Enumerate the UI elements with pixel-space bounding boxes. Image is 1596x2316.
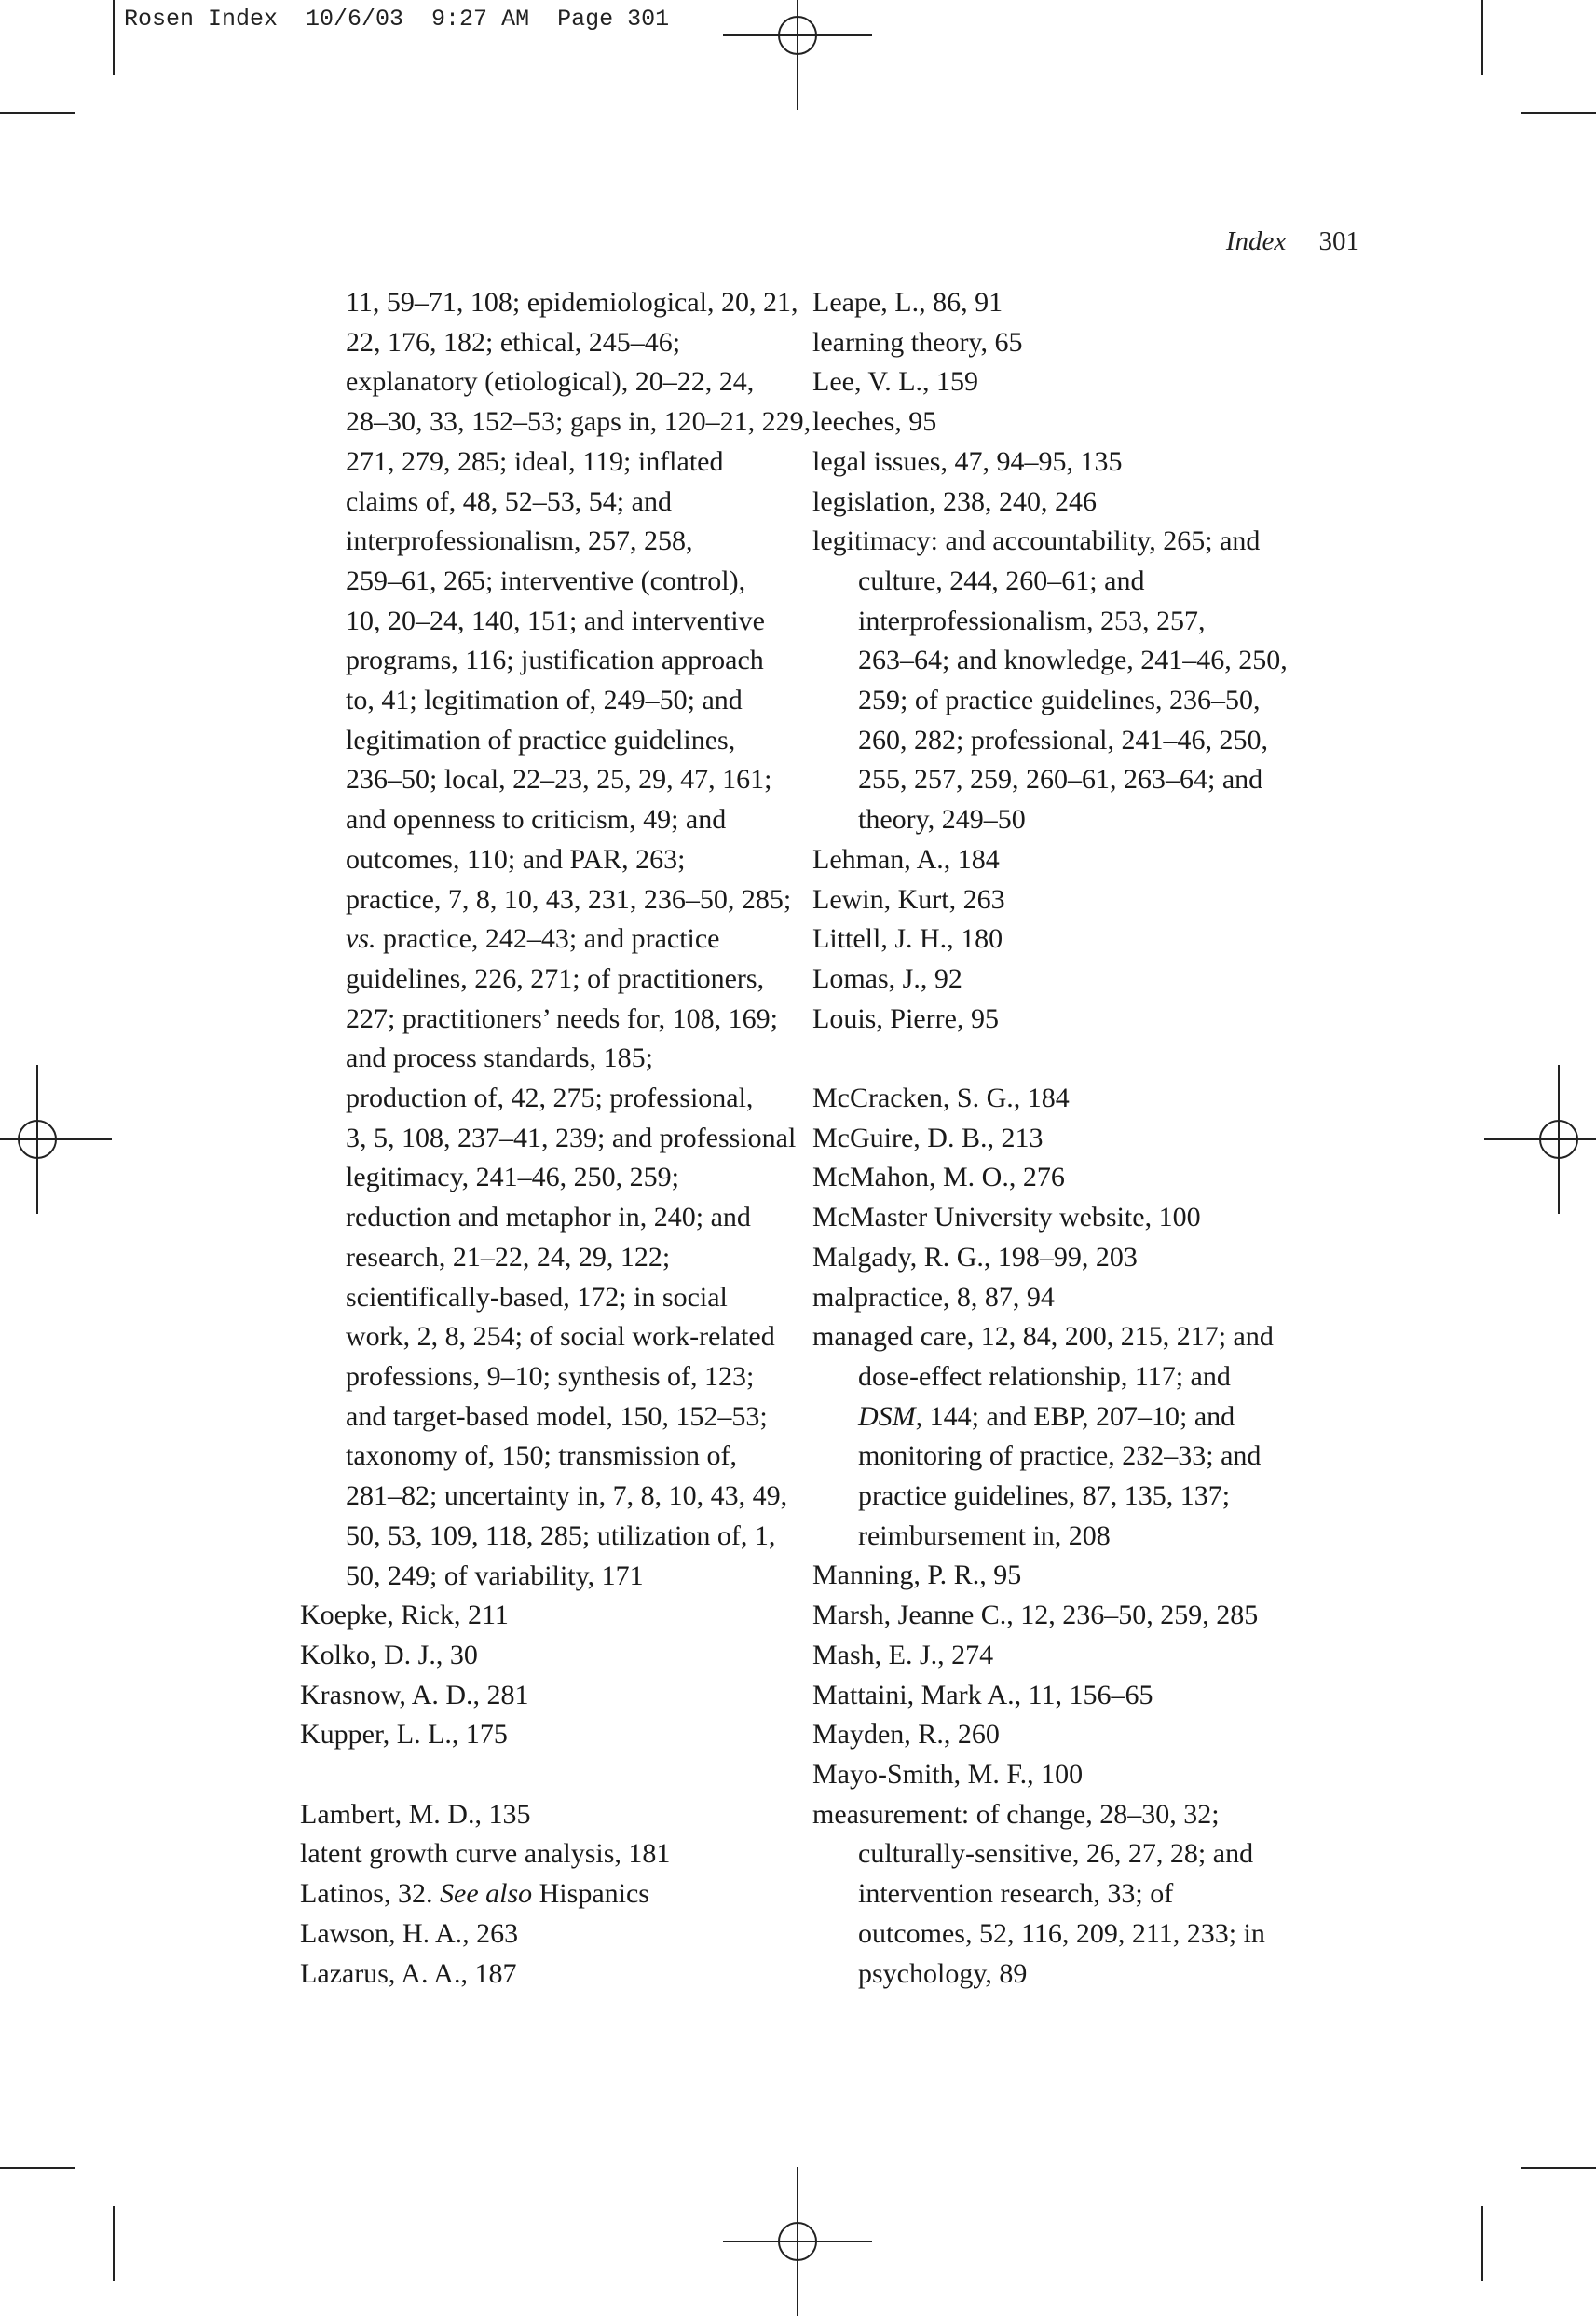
crop-mark-top-right-h: [1521, 112, 1596, 114]
crop-mark-top-left: [113, 0, 115, 75]
index-line: and process standards, 185;: [346, 1042, 653, 1074]
index-line: interprofessionalism, 257, 258,: [346, 525, 693, 557]
index-entry: Lehman, A., 184: [812, 843, 1000, 875]
index-column-right: [812, 283, 1334, 1994]
index-line: 259–61, 265; interventive (control),: [346, 565, 746, 596]
index-line: 28–30, 33, 152–53; gaps in, 120–21, 229,: [346, 406, 812, 438]
index-entry: McMahon, M. O., 276: [812, 1162, 1065, 1193]
printer-slug: Rosen Index 10/6/03 9:27 AM Page 301: [124, 6, 670, 33]
index-line: professions, 9–10; synthesis of, 123;: [346, 1360, 755, 1392]
index-line: research, 21–22, 24, 29, 122;: [346, 1241, 671, 1273]
see-also-target: Hispanics: [539, 1878, 649, 1910]
index-entry: Mattaini, Mark A., 11, 156–65: [812, 1679, 1153, 1710]
index-line: intervention research, 33; of: [858, 1878, 1174, 1910]
index-entry: Marsh, Jeanne C., 12, 236–50, 259, 285: [812, 1600, 1259, 1631]
index-entry: Kolko, D. J., 30: [300, 1639, 478, 1670]
registration-mark-right-icon: [1484, 1065, 1596, 1214]
index-entry: latent growth curve analysis, 181: [300, 1838, 671, 1870]
index-line: reduction and metaphor in, 240; and: [346, 1202, 751, 1233]
running-head-title: Index: [1225, 226, 1287, 256]
vs-rest: practice, 242–43; and practice: [383, 923, 720, 955]
index-line: taxonomy of, 150; transmission of,: [346, 1440, 737, 1472]
index-entry-legitimacy: legitimacy: and accountability, 265; and: [812, 525, 1261, 557]
see-also-italic: See also: [440, 1878, 533, 1910]
index-line: culturally-sensitive, 26, 27, 28; and: [858, 1838, 1254, 1870]
index-line: legitimation of practice guidelines,: [346, 724, 736, 756]
index-entry: Mash, E. J., 274: [812, 1639, 994, 1670]
index-line: psychology, 89: [858, 1957, 1028, 1989]
registration-mark-top-icon: [723, 0, 872, 110]
index-line: 22, 176, 182; ethical, 245–46;: [346, 326, 681, 358]
index-line: 11, 59–71, 108; epidemiological, 20, 21,: [346, 287, 798, 318]
crop-mark-bottom-right-h: [1521, 2167, 1596, 2169]
index-line: production of, 42, 275; professional,: [346, 1083, 754, 1114]
index-column-left: [300, 283, 812, 1994]
index-entry: Lewin, Kurt, 263: [812, 883, 1005, 915]
index-line: and openness to criticism, 49; and: [346, 804, 727, 836]
index-entry: legislation, 238, 240, 246: [812, 485, 1097, 517]
index-entry: Malgady, R. G., 198–99, 203: [812, 1241, 1138, 1273]
index-entry: Mayo-Smith, M. F., 100: [812, 1759, 1084, 1790]
index-line: legitimacy, 241–46, 250, 259;: [346, 1162, 680, 1193]
registration-mark-left-icon: [0, 1065, 112, 1214]
index-entry: Kupper, L. L., 175: [300, 1719, 508, 1751]
index-line: 271, 279, 285; ideal, 119; inflated: [346, 445, 724, 477]
index-line: programs, 116; justification approach: [346, 645, 764, 676]
index-entry: Lawson, H. A., 263: [300, 1917, 519, 1949]
letter-gap: [300, 1755, 803, 1795]
index-entry: Krasnow, A. D., 281: [300, 1679, 529, 1710]
index-line: claims of, 48, 52–53, 54; and: [346, 485, 672, 517]
index-entry: Louis, Pierre, 95: [812, 1002, 999, 1034]
index-entry: Leape, L., 86, 91: [812, 287, 1003, 318]
index-line: 50, 53, 109, 118, 285; utilization of, 1,: [346, 1519, 776, 1551]
index-entry: legal issues, 47, 94–95, 135: [812, 445, 1123, 477]
index-line: scientifically-based, 172; in social: [346, 1281, 728, 1313]
index-entry: Mayden, R., 260: [812, 1719, 1000, 1751]
running-head: [1226, 226, 1359, 257]
registration-mark-bottom-icon: [723, 2167, 872, 2316]
index-line: 227; practitioners’ needs for, 108, 169;: [346, 1002, 778, 1034]
index-line: 259; of practice guidelines, 236–50,: [858, 685, 1261, 716]
index-entry: Littell, J. H., 180: [812, 923, 1003, 955]
vs-italic: vs.: [346, 923, 376, 955]
index-line-dsm: [812, 1397, 1334, 1437]
index-line: interprofessionalism, 253, 257,: [858, 605, 1206, 636]
index-entry: McMaster University website, 100: [812, 1202, 1201, 1233]
index-line: 3, 5, 108, 237–41, 239; and professional: [346, 1122, 797, 1153]
index-entry: McCracken, S. G., 184: [812, 1083, 1070, 1114]
index-line: 263–64; and knowledge, 241–46, 250,: [858, 645, 1288, 676]
index-line: dose-effect relationship, 117; and: [858, 1360, 1231, 1392]
index-entry: Lee, V. L., 159: [812, 366, 979, 398]
dsm-italic: DSM: [858, 1400, 916, 1432]
crop-mark-bottom-left: [113, 2206, 115, 2281]
index-entry: malpractice, 8, 87, 94: [812, 1281, 1055, 1313]
dsm-rest: , 144; and EBP, 207–10; and: [915, 1400, 1235, 1432]
index-line: 10, 20–24, 140, 151; and interventive: [346, 605, 765, 636]
index-line: to, 41; legitimation of, 249–50; and: [346, 685, 743, 716]
index-line: outcomes, 52, 116, 209, 211, 233; in: [858, 1917, 1265, 1949]
index-line: reimbursement in, 208: [858, 1519, 1111, 1551]
index-line: 281–82; uncertainty in, 7, 8, 10, 43, 49,: [346, 1480, 788, 1512]
index-line-vs: [300, 920, 803, 960]
latinos-main: Latinos, 32.: [300, 1878, 433, 1910]
index-line: 50, 249; of variability, 171: [346, 1560, 644, 1591]
index-line: 260, 282; professional, 241–46, 250,: [858, 724, 1268, 756]
crop-mark-bottom-right: [1481, 2206, 1483, 2281]
index-line: practice guidelines, 87, 135, 137;: [858, 1480, 1231, 1512]
crop-mark-top-right: [1481, 0, 1483, 75]
index-entry: Manning, P. R., 95: [812, 1560, 1022, 1591]
index-line: explanatory (etiological), 20–22, 24,: [346, 366, 755, 398]
index-entry: Lomas, J., 92: [812, 962, 962, 994]
index-line: practice, 7, 8, 10, 43, 231, 236–50, 285;: [346, 883, 792, 915]
index-line: outcomes, 110; and PAR, 263;: [346, 843, 686, 875]
index-line: work, 2, 8, 254; of social work-related: [346, 1321, 775, 1353]
index-entry: leeches, 95: [812, 406, 937, 438]
letter-gap: [812, 1039, 1334, 1079]
index-entry: Koepke, Rick, 211: [300, 1600, 509, 1631]
index-entry-managed-care: managed care, 12, 84, 200, 215, 217; and: [812, 1321, 1274, 1353]
crop-mark-bottom-left-h: [0, 2167, 75, 2169]
index-line: guidelines, 226, 271; of practitioners,: [346, 962, 765, 994]
index-entry-latinos: [300, 1874, 803, 1914]
index-entry: McGuire, D. B., 213: [812, 1122, 1044, 1153]
index-line: theory, 249–50: [858, 804, 1026, 836]
index-entry-measurement: measurement: of change, 28–30, 32;: [812, 1798, 1220, 1830]
index-entry: Lazarus, A. A., 187: [300, 1957, 517, 1989]
index-line: 236–50; local, 22–23, 25, 29, 47, 161;: [346, 764, 772, 796]
index-line: and target-based model, 150, 152–53;: [346, 1400, 768, 1432]
index-line: 255, 257, 259, 260–61, 263–64; and: [858, 764, 1263, 796]
index-entry: Lambert, M. D., 135: [300, 1798, 531, 1830]
index-entry: learning theory, 65: [812, 326, 1023, 358]
page-number: 301: [1318, 226, 1359, 256]
index-line: monitoring of practice, 232–33; and: [858, 1440, 1262, 1472]
index-line: culture, 244, 260–61; and: [858, 565, 1145, 596]
crop-mark-top-left-h: [0, 112, 75, 114]
